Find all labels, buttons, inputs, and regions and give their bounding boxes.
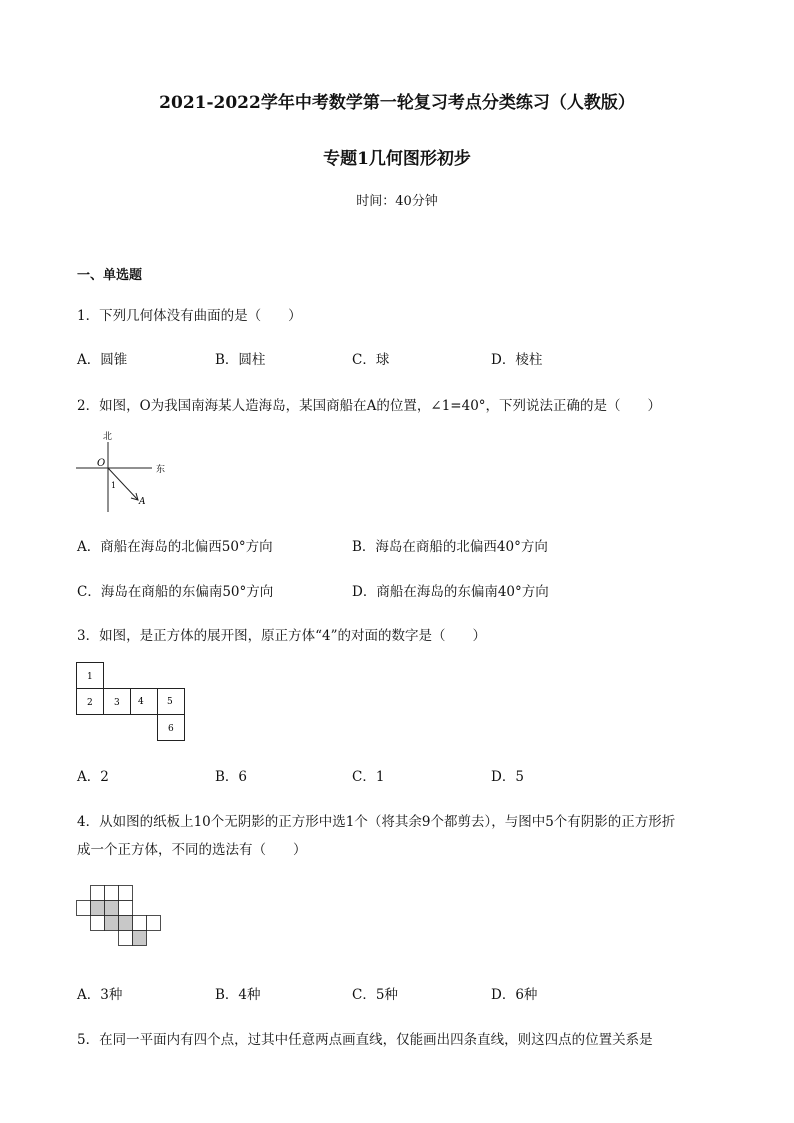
q4-option-b: B．4种 <box>215 987 261 1003</box>
cube-net-figure <box>76 662 188 742</box>
board-cell <box>119 886 133 901</box>
section-title: 一、单选题 <box>77 268 143 283</box>
cell-3-label: 3 <box>114 698 120 708</box>
board-cell <box>77 901 91 916</box>
q2-option-b: B．海岛在商船的北偏西40°方向 <box>352 539 548 555</box>
board-cell <box>119 931 133 946</box>
document-subtitle: 专题1几何图形初步 <box>323 149 471 169</box>
shaded-cell <box>119 916 133 931</box>
cell-1-label: 1 <box>87 672 93 682</box>
board-cell <box>147 916 161 931</box>
cell-5-label: 5 <box>167 697 173 707</box>
q1-option-b: B．圆柱 <box>215 352 266 368</box>
north-label: 北 <box>103 432 113 442</box>
compass-figure <box>70 428 180 516</box>
question-4-text-line1: 4．从如图的纸板上10个无阴影的正方形中选1个（将其余9个都剪去），与图中5个有阴影的正方形折 <box>77 814 676 830</box>
shaded-cell <box>91 901 105 916</box>
east-label: 东 <box>156 465 166 475</box>
q1-option-a: A．圆锥 <box>77 352 128 368</box>
net-cell <box>131 689 158 715</box>
board-cell <box>105 886 119 901</box>
time-limit: 时间：40分钟 <box>356 194 438 209</box>
shaded-cell <box>133 931 147 946</box>
q3-option-c: C．1 <box>352 769 385 785</box>
question-4-text-line2: 成一个正方体，不同的选法有（ ） <box>77 842 307 858</box>
angle-label: 1 <box>111 481 117 490</box>
q2-option-c: C．海岛在商船的东偏南50°方向 <box>77 584 274 600</box>
q3-option-a: A．2 <box>77 769 109 785</box>
q1-option-c: C．球 <box>352 352 390 368</box>
shaded-cell <box>105 916 119 931</box>
cell-4-label: 4 <box>138 697 144 707</box>
q4-option-a: A．3种 <box>77 987 123 1003</box>
q4-option-d: D．6种 <box>491 987 538 1003</box>
board-cell <box>91 916 105 931</box>
paper-board-figure <box>76 885 164 951</box>
origin-label: O <box>97 458 106 469</box>
q2-option-a: A．商船在海岛的北偏西50°方向 <box>77 539 273 555</box>
point-a-label: A <box>139 497 146 507</box>
q4-option-c: C．5种 <box>352 987 398 1003</box>
question-2-text: 2．如图，O为我国南海某人造海岛，某国商船在A的位置，∠1=40°，下列说法正确的是（ ） <box>77 398 662 414</box>
question-1-text: 1．下列几何体没有曲面的是（ ） <box>77 308 302 324</box>
shaded-cell <box>105 901 119 916</box>
board-cell <box>119 901 133 916</box>
document-title: 2021-2022学年中考数学第一轮复习考点分类练习（人教版） <box>159 93 635 113</box>
board-cell <box>91 886 105 901</box>
question-5-text: 5．在同一平面内有四个点，过其中任意两点画直线，仅能画出四条直线，则这四点的位置关系是 <box>77 1032 653 1048</box>
q3-option-d: D．5 <box>491 769 524 785</box>
q1-option-d: D．棱柱 <box>491 352 543 368</box>
cell-6-label: 6 <box>168 724 174 734</box>
q2-option-d: D．商船在海岛的东偏南40°方向 <box>352 584 549 600</box>
cell-2-label: 2 <box>87 698 93 708</box>
board-cell <box>133 916 147 931</box>
q3-option-b: B．6 <box>215 769 248 785</box>
question-3-text: 3．如图，是正方体的展开图，原正方体“4”的对面的数字是（ ） <box>77 628 486 644</box>
